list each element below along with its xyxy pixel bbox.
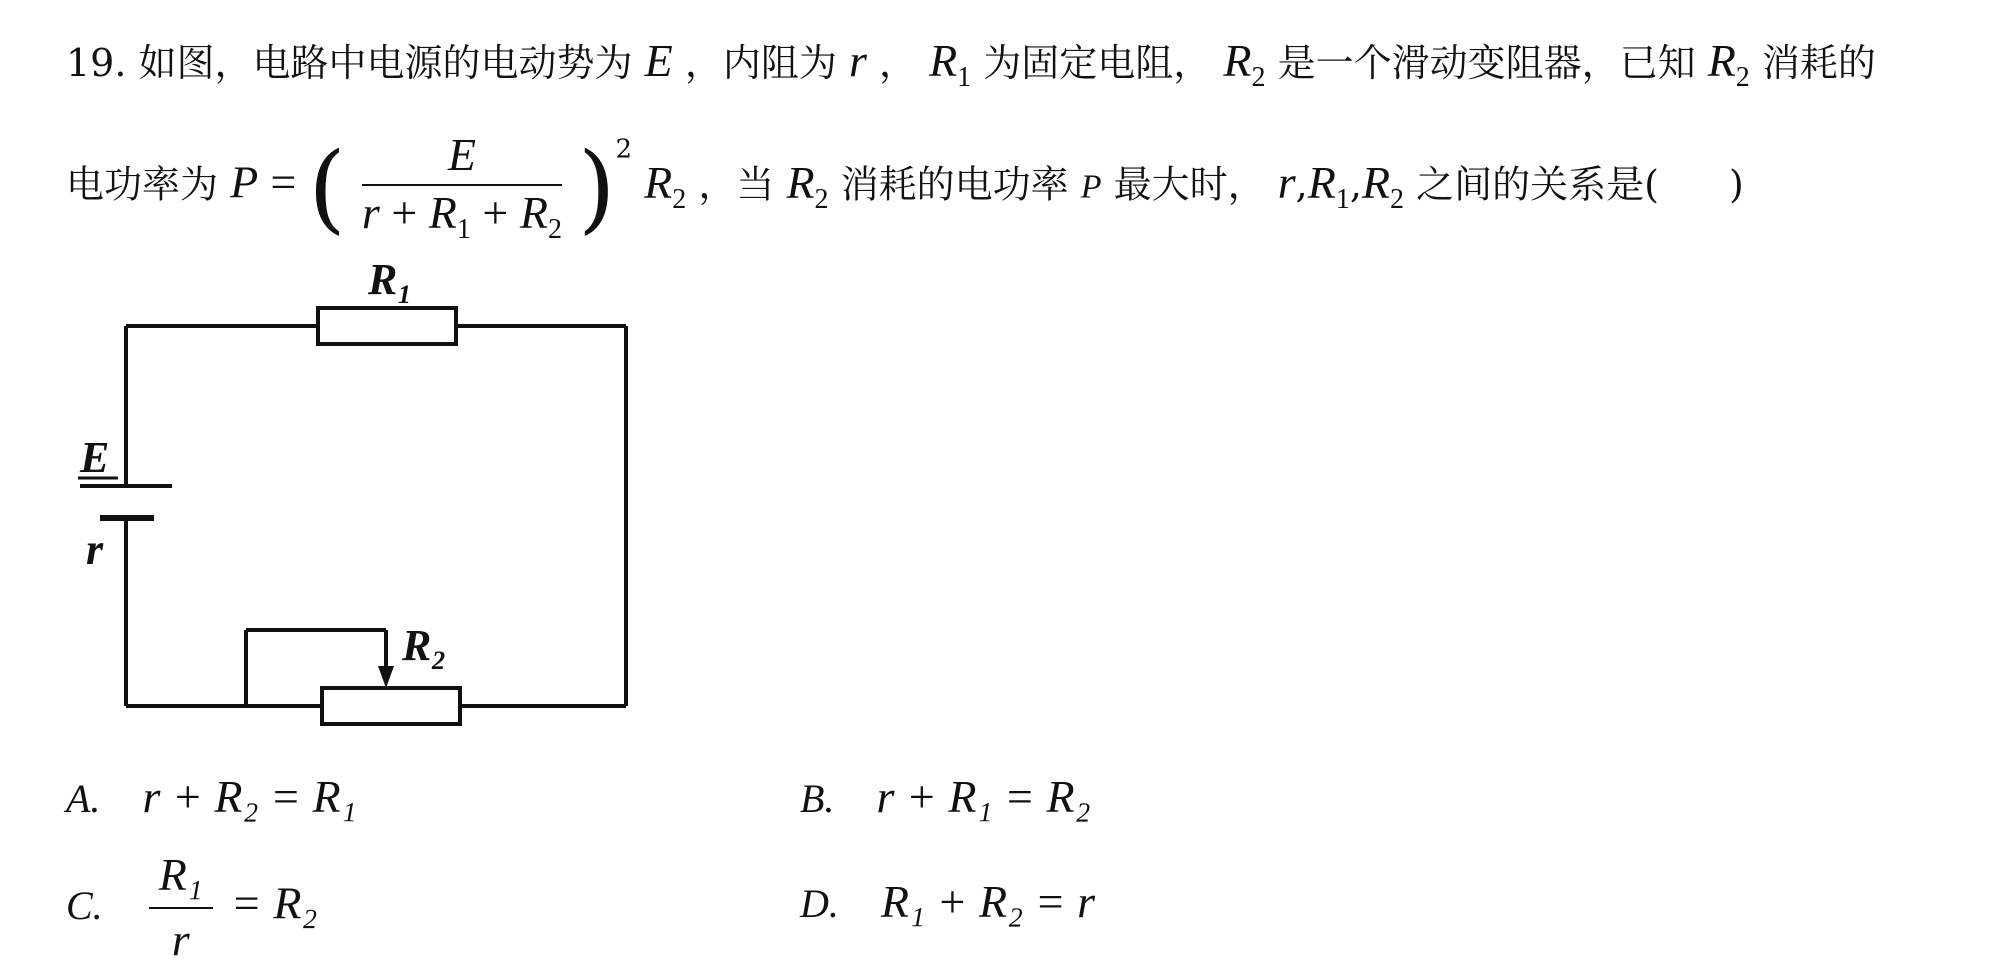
option-b-letter: B. xyxy=(800,776,835,821)
equals-sign: = xyxy=(270,156,297,208)
symbol-R2-e: $R_2$ xyxy=(1361,156,1405,215)
option-b[interactable] xyxy=(800,770,1091,823)
rheostat-r2 xyxy=(322,688,460,724)
option-a-letter: A. xyxy=(66,776,101,821)
question-text-2: ，内阻为 xyxy=(684,41,837,85)
option-a-expr: r + R₂ = R₁ xyxy=(142,771,357,822)
option-c-rest: = R₂ xyxy=(230,877,318,929)
symbol-P-b: P xyxy=(1080,168,1102,206)
symbol-E: E xyxy=(644,35,673,86)
question-text-6: 电功率为 xyxy=(66,162,219,207)
symbol-R2: $R_2$ xyxy=(1223,35,1266,93)
fraction-numerator: E xyxy=(362,132,562,186)
label-e: E xyxy=(80,433,110,482)
question-text-5: 消耗的 xyxy=(1761,41,1876,85)
symbol-R1: $R_1$ xyxy=(929,35,972,93)
label-r1: R₁ xyxy=(368,255,413,304)
symbol-r-b: r xyxy=(1277,156,1296,208)
question-text-comma: ，当 xyxy=(698,162,775,207)
option-d[interactable] xyxy=(800,875,1095,928)
label-r2: R₂ xyxy=(402,621,447,670)
right-paren: ) xyxy=(578,132,616,244)
option-d-letter: D. xyxy=(800,881,839,926)
option-c-fraction xyxy=(149,848,213,966)
power-fraction xyxy=(361,129,562,245)
option-a[interactable] xyxy=(66,770,357,823)
exponent: 2 xyxy=(615,134,633,165)
question-line-1: 19. 如图，电路中电源的电动势为 E ，内阻为 r ， $R_1$ 为固定电阻， $R_2$ 是一个滑动变阻器，已知 $R_2$ 消耗的 xyxy=(66,35,1876,93)
symbol-r: r xyxy=(848,35,867,86)
symbol-P: P xyxy=(230,156,259,208)
question-text-4: 是一个滑动变阻器，已知 xyxy=(1277,41,1696,85)
question-text-7: 消耗的电功率 xyxy=(840,162,1069,207)
separator: ， xyxy=(878,41,917,85)
option-c-numerator: R₁ xyxy=(149,848,213,909)
question-line-2: 电功率为 P = ( $\frac{E}{r + R_1 + R_2}$ )$^2$ $R_2$ ，当 $R_2$ 消耗的电功率 P 最大时， $r,R_1,R_2$ 之间的关系是( ) xyxy=(66,129,1744,245)
label-r: r xyxy=(86,525,104,574)
fraction-denominator: $r + R_1 + R_2$ xyxy=(361,187,562,245)
option-d-expr: R₁ + R₂ = r xyxy=(880,876,1096,927)
close-paren: ) xyxy=(1728,162,1744,207)
resistor-r1 xyxy=(318,308,456,344)
circuit-diagram xyxy=(60,250,660,740)
question-number: 19 xyxy=(66,41,115,85)
option-c[interactable] xyxy=(66,848,317,966)
option-b-expr: r + R₁ = R₂ xyxy=(876,771,1091,822)
slider-arrow-icon xyxy=(378,666,394,688)
symbol-R2-c: $R_2$ xyxy=(644,156,687,215)
option-c-denominator: r xyxy=(171,914,190,965)
left-paren: ( xyxy=(308,132,346,244)
symbol-R1-b: $R_1$ xyxy=(1307,156,1350,215)
question-text-3: 为固定电阻， xyxy=(983,41,1212,85)
question-text-1: 如图，电路中电源的电动势为 xyxy=(138,41,633,85)
question-text-8: 最大时， xyxy=(1113,162,1266,207)
symbol-R2-b: $R_2$ xyxy=(1707,35,1750,93)
option-c-letter: C. xyxy=(66,882,103,928)
symbol-R2-d: $R_2$ xyxy=(786,156,829,215)
question-text-9: 之间的关系是( xyxy=(1416,162,1659,207)
